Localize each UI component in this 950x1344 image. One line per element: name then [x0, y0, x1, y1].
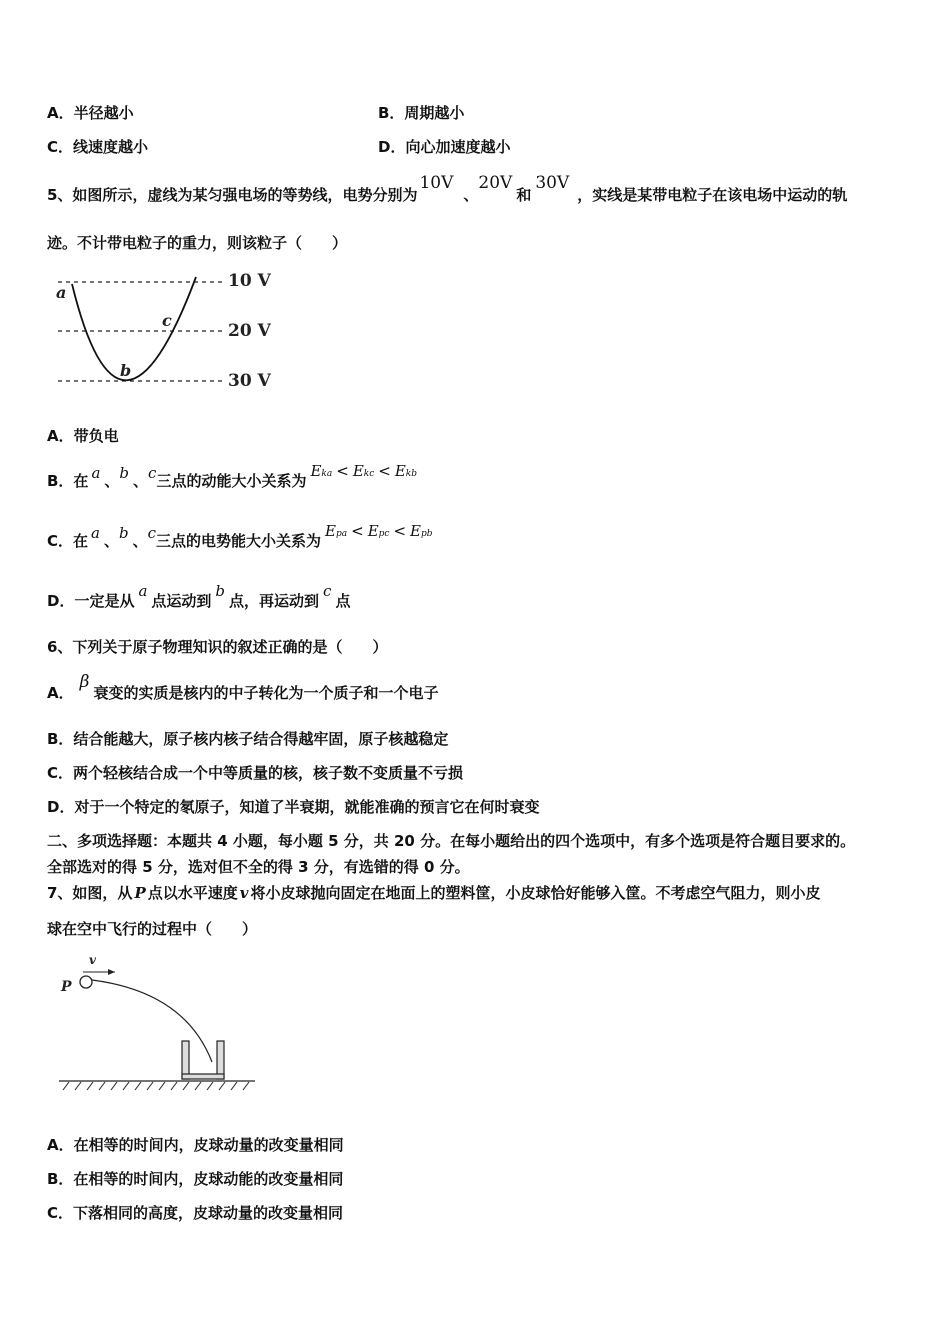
- point-p-label: P: [61, 979, 72, 995]
- sub-pb: pb: [421, 529, 433, 539]
- velocity-label: v: [89, 953, 96, 967]
- var-a: a: [91, 464, 101, 482]
- less-than: <: [393, 522, 407, 540]
- sub-kb: kb: [405, 469, 418, 479]
- label-30v: 30 V: [228, 371, 271, 391]
- q5-b-text: 三点的动能大小关系为: [156, 472, 307, 490]
- less-than: <: [378, 462, 391, 480]
- sep: 、: [103, 532, 119, 550]
- q5-b-formula: [310, 462, 417, 480]
- var-c: c: [147, 524, 157, 542]
- var-p: P: [134, 884, 146, 902]
- particle-trajectory: [72, 277, 196, 380]
- q6-a-text: 衰变的实质是核内的中子转化为一个质子和一个电子: [93, 684, 439, 702]
- basket-left-wall: [182, 1041, 189, 1079]
- q5-sep: 、: [463, 186, 479, 204]
- q5-d-mid1: 点运动到: [151, 592, 212, 610]
- q7-stem-line1: [47, 882, 820, 903]
- q5-c-formula: [325, 522, 433, 540]
- sub-pa: pa: [335, 529, 348, 539]
- q5-stem-suffix: ，实线是某带电粒子在该电场中运动的轨: [577, 186, 848, 204]
- q5-option-c: [47, 522, 433, 551]
- beta-symbol: β: [79, 672, 90, 692]
- basket-bottom: [182, 1074, 224, 1079]
- q7-text-a: 7、如图，从: [47, 884, 133, 902]
- var-c: c: [323, 582, 332, 600]
- q5-equipotential-figure: [50, 262, 290, 397]
- label-10v: 10 V: [228, 271, 271, 291]
- var-b: b: [119, 464, 130, 482]
- q5-d-prefix: D．一定是从: [47, 592, 135, 610]
- q7-option-c: C．下落相同的高度，皮球动量的改变量相同: [47, 1204, 344, 1222]
- sep: 、: [104, 472, 120, 490]
- q5-d-end: 点: [335, 592, 351, 610]
- symbol-e: E: [410, 522, 421, 540]
- q5-b-prefix: B．在: [47, 472, 89, 490]
- var-c: c: [148, 464, 157, 482]
- q7-text-b: 点以水平速度: [147, 884, 238, 902]
- section2-instructions-line1: 二、多项选择题：本题共 4 小题，每小题 5 分，共 20 分。在每小题给出的四个选项中，有多个选项是符合题目要求的。: [47, 832, 856, 850]
- var-v: v: [239, 884, 249, 902]
- label-20v: 20 V: [228, 321, 271, 341]
- var-b: b: [118, 524, 129, 542]
- ground-hatching: [63, 1082, 249, 1090]
- point-a: a: [56, 283, 67, 302]
- symbol-e: E: [394, 462, 406, 480]
- q5-stem-line2: 迹。不计带电粒子的重力，则该粒子（ ）: [47, 234, 348, 252]
- sub-ka: ka: [321, 469, 333, 479]
- q4-option-a: A．半径越小: [47, 104, 134, 122]
- q5-stem-line1: [47, 173, 848, 205]
- q5-d-mid2: 点，再运动到: [229, 592, 320, 610]
- velocity-arrowhead: [108, 969, 115, 975]
- q5-potential-10: 10V: [419, 173, 454, 193]
- q7-text-c: 将小皮球抛向固定在地面上的塑料筐，小皮球恰好能够入筐。不考虑空气阻力，则小皮: [250, 884, 821, 902]
- sub-kc: kc: [363, 469, 375, 479]
- var-a: a: [138, 582, 148, 600]
- q6-option-b: B．结合能越大，原子核内核子结合得越牢固，原子核越稳定: [47, 730, 449, 748]
- q4-option-b: B．周期越小: [378, 104, 465, 122]
- point-b: b: [120, 361, 132, 380]
- q4-option-c: C．线速度越小: [47, 138, 149, 156]
- q7-stem-line2: 球在空中飞行的过程中（ ）: [47, 920, 258, 938]
- q7-projectile-figure: [55, 948, 260, 1098]
- basket-right-wall: [217, 1041, 224, 1079]
- q5-option-a: A．带负电: [47, 427, 119, 445]
- less-than: <: [351, 522, 364, 540]
- q5-option-d: [47, 582, 351, 611]
- q6-a-prefix: A．: [47, 684, 74, 702]
- point-c: c: [162, 311, 172, 330]
- symbol-e: E: [352, 462, 364, 480]
- q6-option-a: [47, 672, 439, 703]
- symbol-e: E: [310, 462, 322, 480]
- sep: 、: [133, 472, 149, 490]
- var-a: a: [91, 524, 100, 542]
- symbol-e: E: [367, 522, 379, 540]
- q5-and: 和: [516, 186, 532, 204]
- sep: 、: [132, 532, 148, 550]
- var-b: b: [215, 582, 226, 600]
- q5-potential-30: 30V: [535, 173, 570, 193]
- q6-stem: 6、下列关于原子物理知识的叙述正确的是（ ）: [47, 638, 388, 656]
- q5-stem-text: 5、如图所示，虚线为某匀强电场的等势线，电势分别为: [47, 186, 418, 204]
- section2-instructions-line2: 全部选对的得 5 分，选对但不全的得 3 分，有选错的得 0 分。: [47, 858, 470, 876]
- sub-pc: pc: [378, 529, 390, 539]
- q5-c-prefix: C．在: [47, 532, 89, 550]
- ball-trajectory: [92, 980, 212, 1062]
- q7-option-a: A．在相等的时间内，皮球动量的改变量相同: [47, 1136, 344, 1154]
- q4-option-d: D．向心加速度越小: [378, 138, 511, 156]
- less-than: <: [336, 462, 349, 480]
- symbol-e: E: [325, 522, 336, 540]
- ball-icon: [80, 976, 92, 988]
- q5-option-b: [47, 462, 418, 491]
- q6-option-d: D．对于一个特定的氡原子，知道了半衰期，就能准确的预言它在何时衰变: [47, 798, 540, 816]
- q6-option-c: C．两个轻核结合成一个中等质量的核，核子数不变质量不亏损: [47, 764, 464, 782]
- q5-c-text: 三点的电势能大小关系为: [156, 532, 322, 550]
- q5-potential-20: 20V: [478, 173, 513, 193]
- q7-option-b: B．在相等的时间内，皮球动能的改变量相同: [47, 1170, 344, 1188]
